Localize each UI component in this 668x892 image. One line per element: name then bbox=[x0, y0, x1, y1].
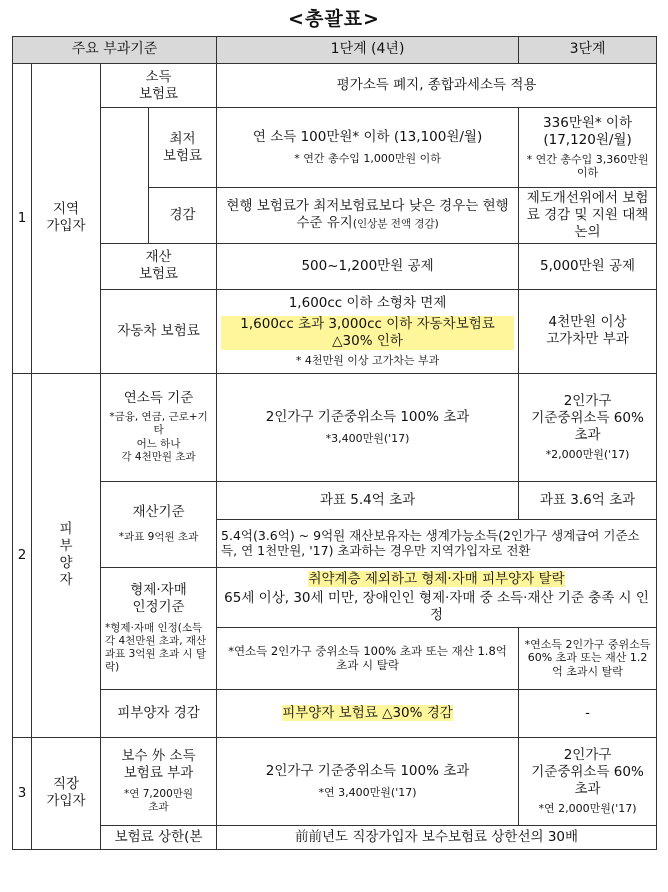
cell-note: * 연간 총수입 1,000만원 이하 bbox=[294, 152, 441, 166]
row-label: 소득 보험료 bbox=[101, 64, 217, 108]
stage3-cell: 4천만원 이상 고가차만 부과 bbox=[519, 289, 657, 373]
common-cell bbox=[217, 567, 657, 627]
row-label: 재산기준 bbox=[132, 504, 185, 521]
table-header-row bbox=[13, 37, 657, 64]
stage1-cell: *연소득 2인가구 중위소득 100% 초과 또는 재산 1.8억 초과 시 탈락 bbox=[217, 627, 519, 689]
cell-main: 2인가구 기준중위소득 100% 초과 bbox=[265, 762, 470, 779]
stage3-cell bbox=[519, 737, 657, 825]
row-label: 형제·자매 인정기준 bbox=[130, 582, 187, 615]
section-number: 3 bbox=[13, 737, 32, 849]
cell-note: *연 3,400만원('17) bbox=[318, 785, 417, 799]
row-label: 보험료 상한(본 bbox=[101, 825, 217, 849]
common-cell: 5.4억(3.6억) ~ 9억원 재산보유자는 생계가능소득(2인가구 생계급여 기준소득, 연 1천만원, '17) 초과하는 경우만 지역가입자로 전환 bbox=[217, 519, 657, 567]
cell-line: 1,600cc 이하 소형차 면제 bbox=[288, 294, 447, 311]
stage3-cell: *연소득 2인가구 중위소득 60% 초과 또는 재산 1.2억 초과시 탈락 bbox=[519, 627, 657, 689]
section-number: 2 bbox=[13, 373, 32, 737]
row-label: 연소득 기준 bbox=[123, 390, 194, 407]
section-label: 직장 가입자 bbox=[32, 737, 101, 849]
header-stage1: 1단계 (4년) bbox=[217, 37, 519, 64]
stage3-cell: 5,000만원 공제 bbox=[519, 243, 657, 289]
table-row bbox=[13, 243, 657, 289]
row-label: 보수 外 소득 보험료 부과 bbox=[121, 748, 196, 781]
row-value: 평가소득 폐지, 종합과세소득 적용 bbox=[217, 64, 657, 108]
cell-main: 2인가구 기준중위소득 100% 초과 bbox=[265, 408, 470, 425]
page-title: <총괄표> bbox=[288, 8, 380, 30]
stage3-cell: - bbox=[519, 689, 657, 737]
table-row bbox=[13, 481, 657, 519]
row-spacer bbox=[101, 108, 149, 244]
stage3-cell: 과표 3.6억 초과 bbox=[519, 481, 657, 519]
cell-note: * 연간 총수입 3,360만원 이하 bbox=[526, 152, 649, 180]
table-row bbox=[13, 689, 657, 737]
cell-note: (인상분 전액 경감) bbox=[352, 218, 439, 231]
row-label-cell bbox=[101, 481, 217, 567]
cell-note: * 4천만원 이상 고가차는 부과 bbox=[295, 353, 440, 367]
row-label: 자동차 보험료 bbox=[101, 289, 217, 373]
stage1-cell bbox=[217, 289, 519, 373]
cell-main: 2인가구 기준중위소득 60% 초과 bbox=[531, 746, 644, 797]
stage1-cell bbox=[217, 108, 519, 188]
row-note: *연 7,200만원 초과 bbox=[123, 787, 194, 813]
row-label: 최저 보험료 bbox=[149, 108, 217, 188]
row-label-cell bbox=[101, 373, 217, 481]
table-row bbox=[13, 737, 657, 825]
stage1-cell bbox=[217, 188, 519, 244]
table-row bbox=[13, 289, 657, 373]
stage3-cell bbox=[519, 373, 657, 481]
summary-table bbox=[12, 36, 657, 850]
stage3-cell: 제도개선위에서 보험료 경감 및 지원 대책 논의 bbox=[519, 188, 657, 244]
table-row bbox=[13, 64, 657, 108]
header-stage3: 3단계 bbox=[519, 37, 657, 64]
section-label: 지역 가입자 bbox=[32, 64, 101, 374]
table-row bbox=[13, 108, 657, 188]
row-label: 피부양자 경감 bbox=[101, 689, 217, 737]
header-criteria: 주요 부과기준 bbox=[13, 37, 217, 64]
row-label-cell bbox=[101, 567, 217, 689]
table-row bbox=[13, 567, 657, 627]
row-label-cell bbox=[101, 737, 217, 825]
cell-main: 336만원* 이하 (17,120원/월) bbox=[543, 114, 633, 148]
stage1-cell: 500~1,200만원 공제 bbox=[217, 243, 519, 289]
row-note: *과표 9억원 초과 bbox=[118, 531, 199, 543]
cell-main: 65세 이상, 30세 미만, 장애인인 형제·자매 중 소득·재산 기준 충족 시 인정 bbox=[224, 589, 649, 623]
table-row bbox=[13, 825, 657, 849]
highlighted-text: 1,600cc 초과 3,000cc 이하 자동차보험료 △30% 인하 bbox=[221, 316, 514, 350]
stage3-cell bbox=[519, 108, 657, 188]
cell-main: 2인가구 기준중위소득 60% 초과 bbox=[531, 392, 644, 443]
cell-note: *3,400만원('17) bbox=[325, 431, 410, 445]
cell-main: 연 소득 100만원* 이하 (13,100원/월) bbox=[252, 129, 483, 146]
stage1-cell bbox=[217, 737, 519, 825]
highlighted-text: 피부양자 보험료 △30% 경감 bbox=[282, 704, 453, 721]
section-number: 1 bbox=[13, 64, 32, 374]
cell-main: 현행 보험료가 최저보험료보다 낮은 경우는 현행 수준 유지 bbox=[226, 198, 509, 232]
row-note: *금융, 연금, 근로+기타 어느 하나 각 4천만원 초과 bbox=[109, 411, 208, 463]
stage1-cell bbox=[217, 373, 519, 481]
table-row bbox=[13, 373, 657, 481]
row-label: 경감 bbox=[149, 188, 217, 244]
section-label: 피 부 양 자 bbox=[32, 373, 101, 737]
common-cell: 前前년도 직장가입자 보수보험료 상한선의 30배 bbox=[217, 825, 657, 849]
highlighted-text: 취약계층 제외하고 형제·자매 피부양자 탈락 bbox=[308, 570, 565, 587]
cell-note: *연 2,000만원('17) bbox=[538, 801, 637, 815]
stage1-cell bbox=[217, 689, 519, 737]
row-note: *형제·자매 인정(소득 각 4천만원 초과, 재산 과표 3억원 초과 시 탈락) bbox=[105, 621, 207, 674]
cell-note: *2,000만원('17) bbox=[545, 447, 630, 461]
stage1-cell: 과표 5.4억 초과 bbox=[217, 481, 519, 519]
row-label: 재산 보험료 bbox=[101, 243, 217, 289]
